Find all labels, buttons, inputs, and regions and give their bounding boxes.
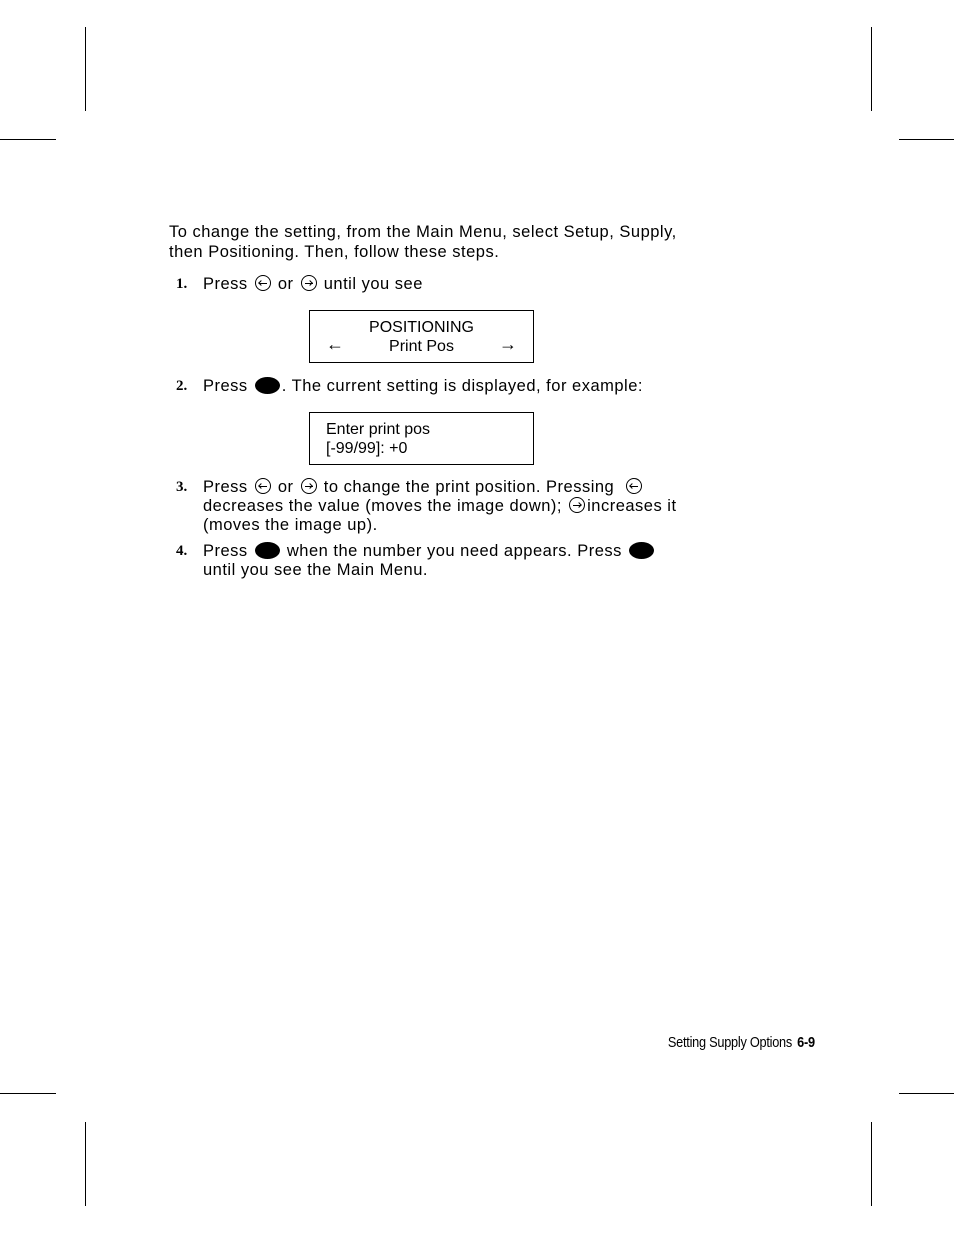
step-2 bbox=[176, 377, 736, 396]
intro-line: then Positioning. Then, follow these steps. bbox=[169, 243, 500, 261]
lcd-line: Print Pos bbox=[389, 338, 454, 355]
crop-mark bbox=[899, 1093, 954, 1094]
step-number: 4. bbox=[176, 543, 188, 559]
left-arrow-key-icon bbox=[626, 478, 642, 494]
left-arrow-key-icon bbox=[255, 478, 271, 494]
step-number: 1. bbox=[176, 276, 188, 292]
crop-mark bbox=[0, 139, 56, 140]
lcd-line: Enter print pos bbox=[326, 421, 431, 438]
footer-section-title: Setting Supply Options bbox=[668, 1034, 793, 1051]
step-text: Press or to change the print position. Pressing decreases the value (moves the image down); increases it (moves the image up). bbox=[203, 478, 677, 534]
right-arrow-key-icon bbox=[301, 275, 317, 291]
crop-mark bbox=[85, 1122, 86, 1206]
right-arrow-key-icon bbox=[569, 497, 585, 513]
left-arrow-key-icon bbox=[255, 275, 271, 291]
step-text: Press . The current setting is displayed, for example: bbox=[203, 377, 643, 395]
lcd-display-positioning bbox=[309, 310, 534, 363]
right-arrow-icon: → bbox=[499, 334, 517, 354]
step-1 bbox=[176, 275, 736, 294]
step-number: 2. bbox=[176, 378, 188, 394]
lcd-display-print-pos bbox=[309, 412, 534, 465]
crop-mark bbox=[899, 139, 954, 140]
crop-mark bbox=[871, 27, 872, 111]
enter-key-icon bbox=[629, 542, 654, 559]
crop-mark bbox=[85, 27, 86, 111]
lcd-line: POSITIONING bbox=[369, 319, 474, 336]
intro-line: To change the setting, from the Main Menu, select Setup, Supply, bbox=[169, 223, 677, 241]
right-arrow-key-icon bbox=[301, 478, 317, 494]
step-number: 3. bbox=[176, 479, 188, 495]
lcd-line: [-99/99]: +0 bbox=[326, 440, 408, 457]
page-footer bbox=[668, 1034, 815, 1051]
crop-mark bbox=[871, 1122, 872, 1206]
left-arrow-icon: ← bbox=[326, 334, 344, 354]
step-text: Press or until you see bbox=[203, 275, 423, 293]
page-number: 6-9 bbox=[797, 1034, 815, 1051]
step-4 bbox=[176, 542, 736, 580]
crop-mark bbox=[0, 1093, 56, 1094]
step-text: Press when the number you need appears. Press until you see the Main Menu. bbox=[203, 542, 736, 580]
intro-paragraph bbox=[169, 222, 739, 262]
step-3 bbox=[176, 478, 736, 535]
enter-key-icon bbox=[255, 542, 280, 559]
enter-key-icon bbox=[255, 377, 280, 394]
